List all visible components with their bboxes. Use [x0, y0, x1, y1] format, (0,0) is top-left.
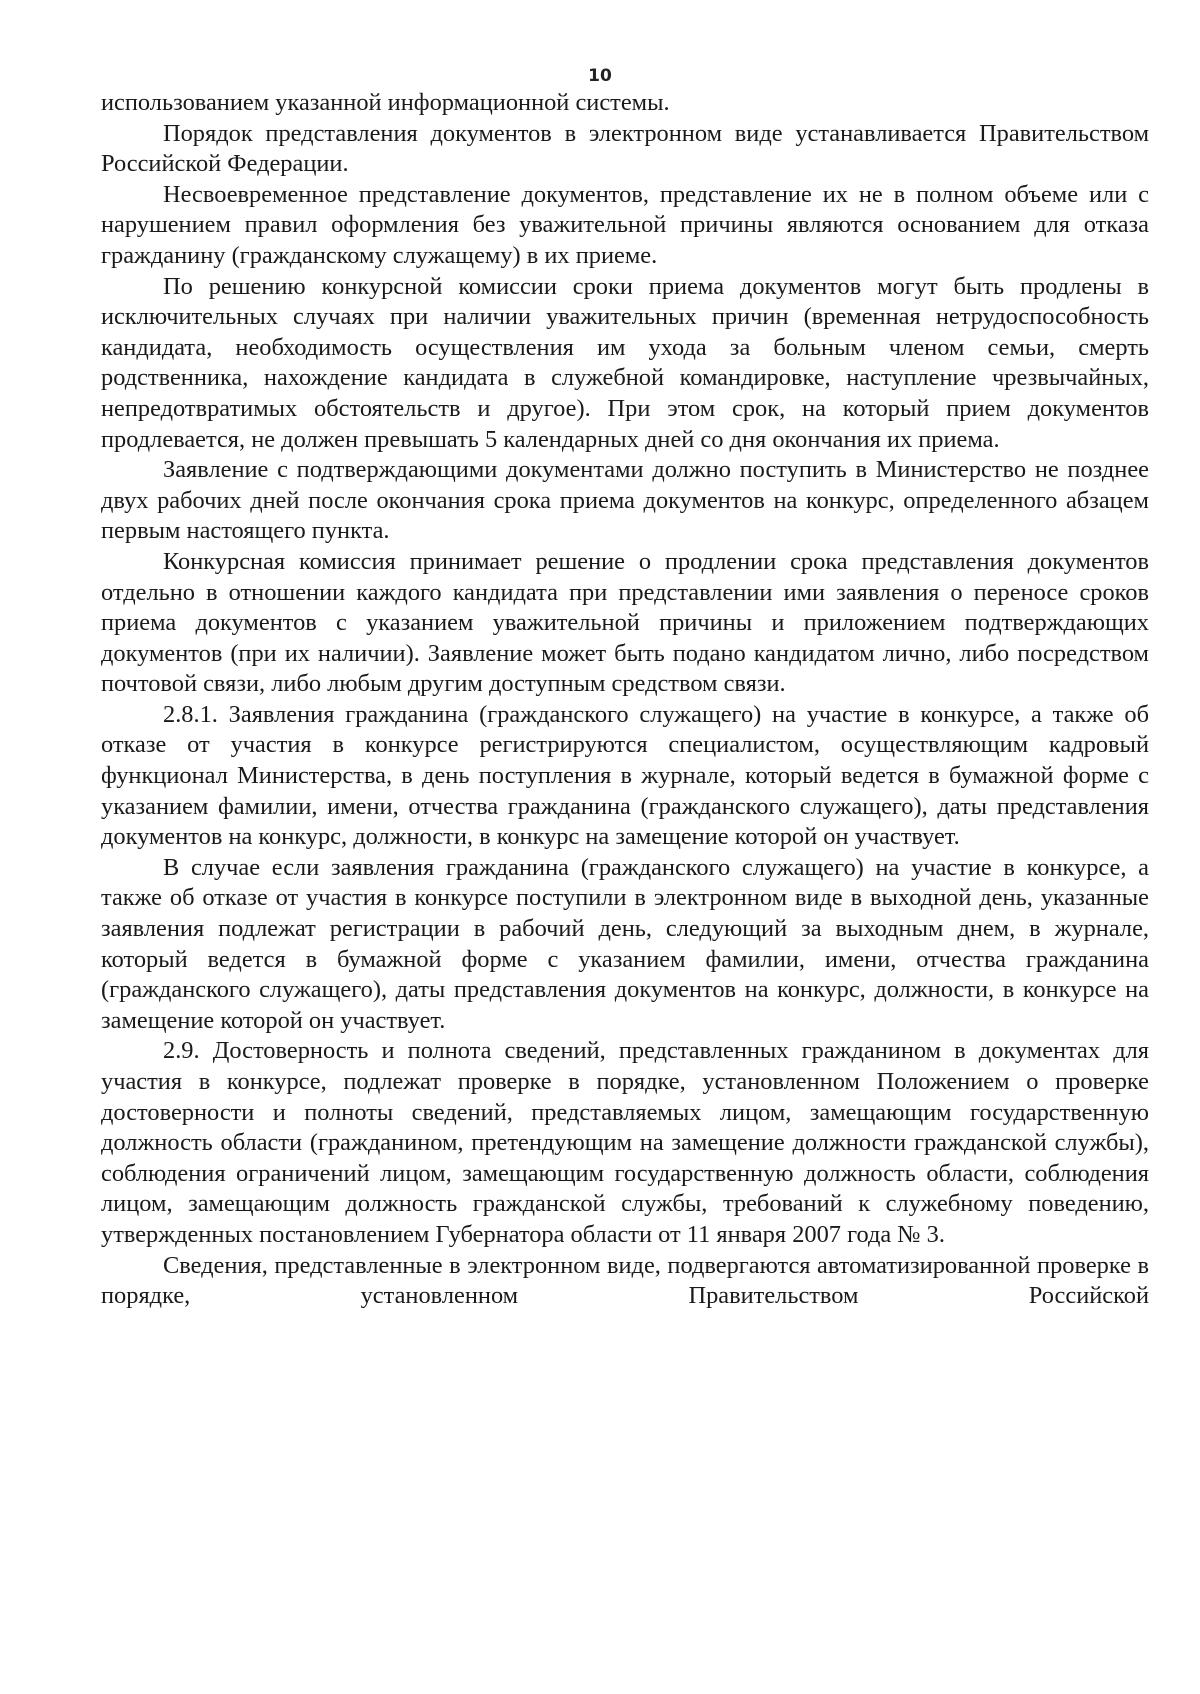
paragraph-deadline-extension: По решению конкурсной комиссии сроки приема документов могут быть продлены в исключительных случаях при наличии уважительных причин (временная нетрудоспособность кандидата, необходимость осуществления им ухода за больным членом семьи, смерть родственника, нахождение кандидата в служебной командировке, наступление чрезвычайных, непредотвратимых обстоятельств и другое). При этом срок, на который прием документов продлевается, не должен превышать 5 календарных дней со дня окончания их приема.: [101, 272, 1149, 453]
document-body: [101, 88, 1149, 1312]
page-number: 10: [588, 66, 612, 86]
paragraph-weekend-registration: В случае если заявления гражданина (гражданского служащего) на участие в конкурсе, а также об отказе от участия в конкурсе поступили в электронном виде в выходной день, указанные заявления подлежат регистрации в рабочий день, следующий за выходным днем, в журнале, который ведется в бумажной форме с указанием фамилии, имени, отчества гражданина (гражданского служащего), даты представления документов на конкурс, должности, в конкурсе на замещение которой он участвует.: [101, 853, 1149, 1034]
paragraph-electronic-procedure: Порядок представления документов в электронном виде устанавливается Правительством Российской Федерации.: [101, 119, 1149, 178]
paragraph-commission-decision: Конкурсная комиссия принимает решение о продлении срока представления документов отдельно в отношении каждого кандидата при представлении ими заявления о переносе сроков приема документов с указанием уважительной причины и приложением подтверждающих документов (при их наличии). Заявление может быть подано кандидатом лично, либо посредством почтовой связи, либо любым другим доступным средством связи.: [101, 547, 1149, 698]
paragraph-2-8-1-registration: 2.8.1. Заявления гражданина (гражданского служащего) на участие в конкурсе, а также об отказе от участия в конкурсе регистрируются специалистом, осуществляющим кадровый функционал Министерства, в день поступления в журнале, который ведется в бумажной форме с указанием фамилии, имени, отчества гражданина (гражданского служащего), даты представления документов на конкурс, должности, в конкурс на замещение которой он участвует.: [101, 700, 1149, 851]
paragraph-continuation: использованием указанной информационной системы.: [101, 89, 670, 116]
paragraph-automated-check: Сведения, представленные в электронном виде, подвергаются автоматизированной проверке в порядке, установленном Правительством Российской: [101, 1251, 1149, 1310]
paragraph-application-delivery: Заявление с подтверждающими документами должно поступить в Министерство не позднее двух рабочих дней после окончания срока приема документов на конкурс, определенного абзацем первым настоящего пункта.: [101, 456, 1149, 545]
paragraph-late-submission: Несвоевременное представление документов, представление их не в полном объеме или с нарушением правил оформления без уважительной причины являются основанием для отказа гражданину (гражданскому служащему) в их приеме.: [101, 180, 1149, 269]
paragraph-2-9-verification: 2.9. Достоверность и полнота сведений, представленных гражданином в документах для участия в конкурсе, подлежат проверке в порядке, установленном Положением о проверке достоверности и полноты сведений, представляемых лицом, замещающим государственную должность области (гражданином, претендующим на замещение должности гражданской службы), соблюдения ограничений лицом, замещающим государственную должность области, соблюдения лицом, замещающим должность гражданской службы, требований к служебному поведению, утвержденных постановлением Губернатора области от 11 января 2007 года № 3.: [101, 1037, 1149, 1248]
